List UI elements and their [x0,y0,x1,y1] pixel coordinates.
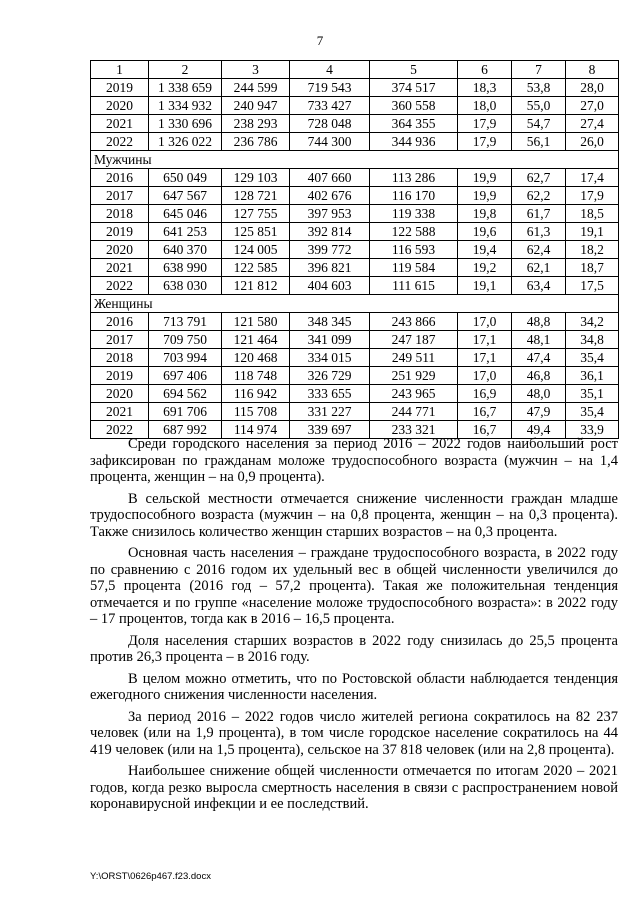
value-cell: 49,4 [512,421,566,439]
value-cell: 47,4 [512,349,566,367]
table-row [91,97,619,115]
value-cell: 48,1 [512,331,566,349]
paragraph: Доля населения старших возрастов в 2022 году снизилась до 25,5 процента против 26,3 процента – в 2016 году. [90,632,618,665]
section-men [91,151,619,169]
value-cell: 35,4 [566,349,619,367]
value-cell: 333 655 [290,385,370,403]
value-cell: 8 [566,61,619,79]
year-cell: 2018 [91,205,149,223]
value-cell: 19,8 [458,205,512,223]
file-path-footer: Y:\ORST\0626p467.f23.docx [90,871,211,882]
table-row [91,205,619,223]
table-row [91,223,619,241]
value-cell: 243 866 [370,313,458,331]
value-cell: 728 048 [290,115,370,133]
value-cell: 19,1 [566,223,619,241]
year-cell: 2019 [91,79,149,97]
table-row [91,367,619,385]
value-cell: 35,1 [566,385,619,403]
value-cell: 120 468 [222,349,290,367]
value-cell: 687 992 [149,421,222,439]
paragraph: Основная часть населения – граждане трудоспособного возраста, в 2022 году по сравнению с 2016 годом их удельный вес в общей численности увеличился до 57,5 процента (2016 год – 57,2 процента). Такая же положительная тенденция отмечается и по группе «население моложе трудоспособного возраста»: в 2022 году – 17 процентов, тогда как в 2016 – 16,5 процента. [90,545,618,627]
value-cell: 48,0 [512,385,566,403]
value-cell: 244 771 [370,403,458,421]
value-cell: 744 300 [290,133,370,151]
value-cell: 119 338 [370,205,458,223]
value-cell: 249 511 [370,349,458,367]
value-cell: 62,4 [512,241,566,259]
value-cell: 124 005 [222,241,290,259]
year-cell: 2016 [91,313,149,331]
value-cell: 34,8 [566,331,619,349]
value-cell: 62,1 [512,259,566,277]
value-cell: 17,5 [566,277,619,295]
value-cell: 647 567 [149,187,222,205]
value-cell: 17,4 [566,169,619,187]
year-cell: 2017 [91,331,149,349]
value-cell: 53,8 [512,79,566,97]
table-row [91,187,619,205]
year-cell: 2020 [91,385,149,403]
value-cell: 341 099 [290,331,370,349]
year-cell: 2017 [91,187,149,205]
value-cell: 26,0 [566,133,619,151]
value-cell: 719 543 [290,79,370,97]
table-row [91,259,619,277]
value-cell: 238 293 [222,115,290,133]
value-cell: 5 [370,61,458,79]
value-cell: 404 603 [290,277,370,295]
value-cell: 19,9 [458,169,512,187]
value-cell: 392 814 [290,223,370,241]
paragraph: В сельской местности отмечается снижение численности граждан младше трудоспособного возраста (мужчин – на 0,8 процента, женщин – на 0,3 процента). Также снизилось количество женщин старших возрастов – на 0,3 процента. [90,490,618,540]
value-cell: 18,0 [458,97,512,115]
value-cell: 339 697 [290,421,370,439]
value-cell: 34,2 [566,313,619,331]
value-cell: 19,4 [458,241,512,259]
value-cell: 18,2 [566,241,619,259]
value-cell: 122 585 [222,259,290,277]
table-row [91,385,619,403]
value-cell: 28,0 [566,79,619,97]
table-row [91,331,619,349]
value-cell: 645 046 [149,205,222,223]
year-cell: 2020 [91,97,149,115]
value-cell: 348 345 [290,313,370,331]
value-cell: 399 772 [290,241,370,259]
table-row [91,403,619,421]
body-text [90,436,618,818]
value-cell: 61,7 [512,205,566,223]
value-cell: 640 370 [149,241,222,259]
value-cell: 121 580 [222,313,290,331]
value-cell: 17,1 [458,331,512,349]
paragraph: Среди городского населения за период 2016 – 2022 годов наибольший рост зафиксирован по гражданам моложе трудоспособного возраста (мужчин – на 1,4 процента, женщин – на 0,9 процента). [90,436,618,485]
table-row [91,277,619,295]
section-women-label: Женщины [91,295,619,313]
value-cell: 36,1 [566,367,619,385]
value-cell: 16,7 [458,421,512,439]
value-cell: 17,0 [458,313,512,331]
value-cell: 236 786 [222,133,290,151]
value-cell: 713 791 [149,313,222,331]
value-cell: 16,9 [458,385,512,403]
value-cell: 326 729 [290,367,370,385]
value-cell: 638 030 [149,277,222,295]
value-cell: 17,1 [458,349,512,367]
value-cell: 7 [512,61,566,79]
year-cell: 2021 [91,115,149,133]
year-cell: 2020 [91,241,149,259]
table-row [91,349,619,367]
value-cell: 19,6 [458,223,512,241]
value-cell: 119 584 [370,259,458,277]
population-table [90,60,619,439]
value-cell: 709 750 [149,331,222,349]
value-cell: 2 [149,61,222,79]
value-cell: 62,7 [512,169,566,187]
table-row [91,133,619,151]
value-cell: 115 708 [222,403,290,421]
value-cell: 35,4 [566,403,619,421]
value-cell: 19,2 [458,259,512,277]
value-cell: 396 821 [290,259,370,277]
value-cell: 129 103 [222,169,290,187]
value-cell: 27,0 [566,97,619,115]
value-cell: 54,7 [512,115,566,133]
value-cell: 55,0 [512,97,566,115]
value-cell: 116 593 [370,241,458,259]
value-cell: 56,1 [512,133,566,151]
value-cell: 374 517 [370,79,458,97]
value-cell: 407 660 [290,169,370,187]
year-cell: 2021 [91,259,149,277]
value-cell: 17,9 [566,187,619,205]
year-cell: 2016 [91,169,149,187]
header-row [91,61,619,79]
table-row [91,313,619,331]
value-cell: 48,8 [512,313,566,331]
value-cell: 240 947 [222,97,290,115]
value-cell: 116 942 [222,385,290,403]
value-cell: 397 953 [290,205,370,223]
section-men-label: Мужчины [91,151,619,169]
value-cell: 1 326 022 [149,133,222,151]
value-cell: 121 812 [222,277,290,295]
value-cell: 244 599 [222,79,290,97]
value-cell: 733 427 [290,97,370,115]
value-cell: 402 676 [290,187,370,205]
value-cell: 118 748 [222,367,290,385]
value-cell: 18,7 [566,259,619,277]
value-cell: 638 990 [149,259,222,277]
value-cell: 122 588 [370,223,458,241]
paragraph: Наибольшее снижение общей численности отмечается по итогам 2020 – 2021 годов, когда резко выросла смертность населения в связи с распространением новой коронавирусной инфекции и ее последствий. [90,763,618,812]
value-cell: 641 253 [149,223,222,241]
value-cell: 116 170 [370,187,458,205]
paragraph: В целом можно отметить, что по Ростовской области наблюдается тенденция ежегодного снижения численности населения. [90,670,618,703]
paragraph: За период 2016 – 2022 годов число жителей региона сократилось на 82 237 человек (или на 1,9 процента), в том числе городское население сократилось на 44 419 человек (или на 1,5 процента), сельское на 37 818 человек (или на 2,8 процента). [90,708,618,758]
value-cell: 18,3 [458,79,512,97]
year-cell: 2021 [91,403,149,421]
section-women [91,295,619,313]
value-cell: 1 334 932 [149,97,222,115]
value-cell: 694 562 [149,385,222,403]
value-cell: 364 355 [370,115,458,133]
value-cell: 18,5 [566,205,619,223]
value-cell: 125 851 [222,223,290,241]
value-cell: 47,9 [512,403,566,421]
table-row [91,169,619,187]
value-cell: 334 015 [290,349,370,367]
value-cell: 1 338 659 [149,79,222,97]
value-cell: 46,8 [512,367,566,385]
value-cell: 697 406 [149,367,222,385]
value-cell: 17,9 [458,115,512,133]
value-cell: 233 321 [370,421,458,439]
value-cell: 33,9 [566,421,619,439]
value-cell: 111 615 [370,277,458,295]
value-cell: 360 558 [370,97,458,115]
value-cell: 247 187 [370,331,458,349]
table-row [91,115,619,133]
value-cell: 27,4 [566,115,619,133]
year-cell: 2022 [91,277,149,295]
value-cell: 6 [458,61,512,79]
value-cell: 113 286 [370,169,458,187]
year-cell: 2022 [91,421,149,439]
table-row [91,79,619,97]
value-cell: 650 049 [149,169,222,187]
value-cell: 62,2 [512,187,566,205]
value-cell: 344 936 [370,133,458,151]
value-cell: 19,9 [458,187,512,205]
page-number: 7 [316,33,324,48]
value-cell: 17,9 [458,133,512,151]
value-cell: 127 755 [222,205,290,223]
year-cell: 2022 [91,133,149,151]
value-cell: 691 706 [149,403,222,421]
value-cell: 251 929 [370,367,458,385]
year-cell: 2019 [91,223,149,241]
value-cell: 1 330 696 [149,115,222,133]
value-cell: 19,1 [458,277,512,295]
value-cell: 128 721 [222,187,290,205]
value-cell: 114 974 [222,421,290,439]
value-cell: 4 [290,61,370,79]
year-cell: 2018 [91,349,149,367]
value-cell: 61,3 [512,223,566,241]
value-cell: 331 227 [290,403,370,421]
value-cell: 703 994 [149,349,222,367]
value-cell: 3 [222,61,290,79]
table-row [91,241,619,259]
value-cell: 63,4 [512,277,566,295]
year-cell: 1 [91,61,149,79]
year-cell: 2019 [91,367,149,385]
value-cell: 243 965 [370,385,458,403]
value-cell: 17,0 [458,367,512,385]
value-cell: 121 464 [222,331,290,349]
value-cell: 16,7 [458,403,512,421]
